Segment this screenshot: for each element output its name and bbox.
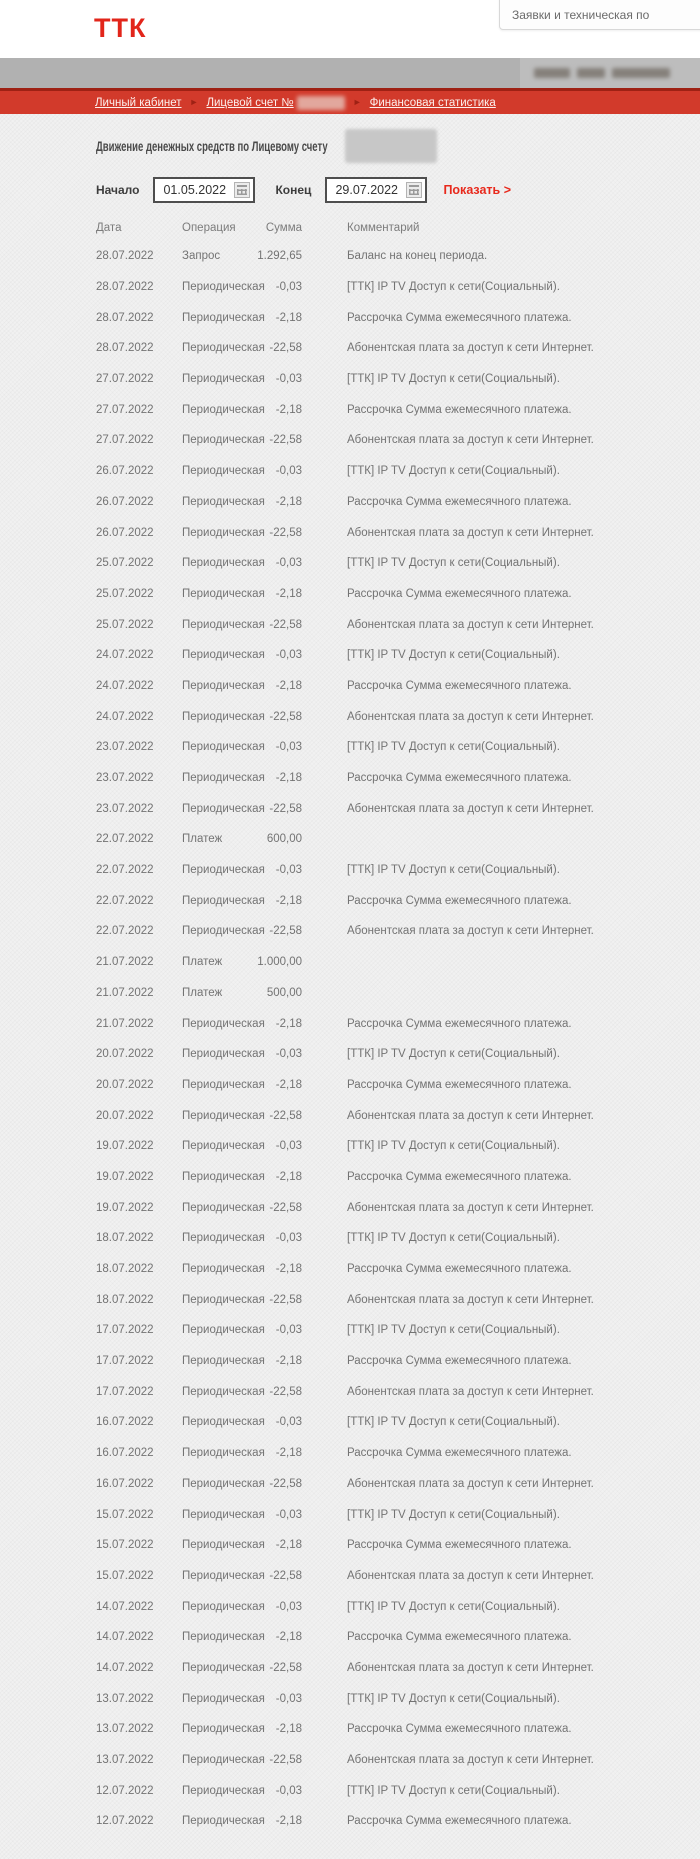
table-row [96, 1192, 662, 1223]
cell-amount: -22,58 [269, 342, 302, 355]
cell-date: 17.07.2022 [96, 1324, 154, 1337]
cell-comment: Рассрочка Сумма ежемесячного платежа. [347, 679, 572, 692]
table-row [96, 425, 662, 456]
cell-amount: -2,18 [275, 894, 302, 907]
cell-comment: [ТТК] IP TV Доступ к сети(Социальный). [347, 741, 560, 754]
cell-comment: Абонентская плата за доступ к сети Интернет. [347, 1385, 594, 1398]
user-bar [0, 58, 700, 88]
cell-operation: Периодическая [182, 465, 265, 478]
breadcrumb-link-cabinet[interactable]: Личный кабинет [95, 96, 182, 109]
date-filter [96, 177, 662, 203]
cell-amount: -0,03 [275, 465, 302, 478]
cell-operation: Периодическая [182, 1508, 265, 1521]
table-row [96, 1530, 662, 1561]
cell-amount: -0,03 [275, 1692, 302, 1705]
table-row [96, 1683, 662, 1714]
cell-date: 13.07.2022 [96, 1723, 154, 1736]
table-row [96, 456, 662, 487]
cell-amount: -2,18 [275, 1631, 302, 1644]
cell-operation: Периодическая [182, 526, 265, 539]
table-row [96, 1223, 662, 1254]
cell-comment: Рассрочка Сумма ежемесячного платежа. [347, 403, 572, 416]
cell-comment: [ТТК] IP TV Доступ к сети(Социальный). [347, 1692, 560, 1705]
cell-operation: Периодическая [182, 1815, 265, 1828]
table-row [96, 517, 662, 548]
start-date-field [153, 177, 255, 203]
table-row [96, 1499, 662, 1530]
cell-date: 22.07.2022 [96, 833, 154, 846]
table-row [96, 1591, 662, 1622]
cell-comment: [ТТК] IP TV Доступ к сети(Социальный). [347, 1416, 560, 1429]
cell-operation: Периодическая [182, 864, 265, 877]
cell-operation: Периодическая [182, 1385, 265, 1398]
start-date-input[interactable] [155, 179, 227, 201]
cell-date: 28.07.2022 [96, 311, 154, 324]
cell-comment: Рассрочка Сумма ежемесячного платежа. [347, 1815, 572, 1828]
cell-amount: -22,58 [269, 434, 302, 447]
cell-operation: Периодическая [182, 1263, 265, 1276]
cell-operation: Периодическая [182, 1784, 265, 1797]
column-header-operation: Операция [182, 222, 236, 234]
cell-operation: Периодическая [182, 587, 265, 600]
table-row [96, 1469, 662, 1500]
cell-comment: [ТТК] IP TV Доступ к сети(Социальный). [347, 1140, 560, 1153]
cell-date: 26.07.2022 [96, 495, 154, 508]
table-row [96, 579, 662, 610]
cell-amount: -2,18 [275, 587, 302, 600]
cell-date: 19.07.2022 [96, 1170, 154, 1183]
cell-date: 18.07.2022 [96, 1293, 154, 1306]
column-header-date: Дата [96, 222, 122, 234]
cell-operation: Платеж [182, 956, 223, 969]
cell-amount: -0,03 [275, 557, 302, 570]
cell-operation: Периодическая [182, 710, 265, 723]
cell-amount: -22,58 [269, 1569, 302, 1582]
cell-date: 23.07.2022 [96, 772, 154, 785]
cell-operation: Платеж [182, 986, 223, 999]
cell-operation: Периодическая [182, 434, 265, 447]
cell-operation: Периодическая [182, 311, 265, 324]
table-row [96, 1131, 662, 1162]
cell-date: 27.07.2022 [96, 373, 154, 386]
cell-amount: -2,18 [275, 1815, 302, 1828]
cell-amount: -2,18 [275, 1017, 302, 1030]
cell-comment: [ТТК] IP TV Доступ к сети(Социальный). [347, 1600, 560, 1613]
ttk-logo: ТТК [94, 13, 147, 43]
cell-operation: Периодическая [182, 1201, 265, 1214]
cell-amount: -2,18 [275, 495, 302, 508]
main-content [0, 114, 700, 1859]
cell-comment: Абонентская плата за доступ к сети Интернет. [347, 1754, 594, 1767]
table-row [96, 824, 662, 855]
table-row [96, 640, 662, 671]
table-row [96, 1376, 662, 1407]
cell-date: 14.07.2022 [96, 1661, 154, 1674]
cell-comment: Абонентская плата за доступ к сети Интернет. [347, 434, 594, 447]
cell-amount: -22,58 [269, 618, 302, 631]
table-row [96, 1070, 662, 1101]
cell-date: 14.07.2022 [96, 1631, 154, 1644]
cell-date: 16.07.2022 [96, 1477, 154, 1490]
user-panel[interactable] [520, 58, 700, 88]
cell-comment: Баланс на конец периода. [347, 250, 488, 263]
cell-amount: -0,03 [275, 1508, 302, 1521]
cell-comment: Абонентская плата за доступ к сети Интернет. [347, 1477, 594, 1490]
cell-operation: Периодическая [182, 1723, 265, 1736]
cell-comment: [ТТК] IP TV Доступ к сети(Социальный). [347, 1508, 560, 1521]
cell-date: 19.07.2022 [96, 1201, 154, 1214]
chevron-right-icon: ► [189, 97, 199, 107]
cell-amount: -22,58 [269, 1293, 302, 1306]
cell-comment: Абонентская плата за доступ к сети Интернет. [347, 1569, 594, 1582]
cell-amount: -2,18 [275, 403, 302, 416]
cell-amount: 1.000,00 [257, 956, 302, 969]
cell-date: 26.07.2022 [96, 465, 154, 478]
cell-operation: Периодическая [182, 1293, 265, 1306]
cell-date: 18.07.2022 [96, 1263, 154, 1276]
cell-comment: Рассрочка Сумма ежемесячного платежа. [347, 1631, 572, 1644]
table-row [96, 241, 662, 272]
cell-amount: -2,18 [275, 679, 302, 692]
cell-operation: Периодическая [182, 772, 265, 785]
cell-amount: -0,03 [275, 281, 302, 294]
cell-date: 22.07.2022 [96, 925, 154, 938]
support-requests-button[interactable] [499, 0, 700, 30]
cell-date: 24.07.2022 [96, 710, 154, 723]
cell-date: 16.07.2022 [96, 1447, 154, 1460]
table-row [96, 302, 662, 333]
redacted-account-number [297, 96, 345, 110]
cell-amount: -22,58 [269, 710, 302, 723]
cell-amount: -22,58 [269, 802, 302, 815]
cell-operation: Платеж [182, 833, 223, 846]
table-row [96, 272, 662, 303]
cell-comment: Рассрочка Сумма ежемесячного платежа. [347, 311, 572, 324]
cell-comment: [ТТК] IP TV Доступ к сети(Социальный). [347, 373, 560, 386]
cell-date: 14.07.2022 [96, 1600, 154, 1613]
table-row [96, 1346, 662, 1377]
cell-date: 19.07.2022 [96, 1140, 154, 1153]
cell-operation: Периодическая [182, 894, 265, 907]
cell-date: 12.07.2022 [96, 1784, 154, 1797]
cell-operation: Периодическая [182, 403, 265, 416]
cell-amount: -0,03 [275, 1324, 302, 1337]
cell-date: 21.07.2022 [96, 986, 154, 999]
breadcrumb-current-financial-stats: Финансовая статистика [369, 96, 496, 109]
table-row [96, 1745, 662, 1776]
support-requests-label: Заявки и техническая по [512, 8, 650, 22]
table-row [96, 1561, 662, 1592]
cell-date: 20.07.2022 [96, 1048, 154, 1061]
cell-amount: -2,18 [275, 1078, 302, 1091]
cell-comment: Абонентская плата за доступ к сети Интернет. [347, 802, 594, 815]
table-row [96, 609, 662, 640]
cell-comment: Рассрочка Сумма ежемесячного платежа. [347, 587, 572, 600]
table-row [96, 1162, 662, 1193]
top-header [0, 0, 700, 58]
cell-amount: 600,00 [266, 833, 302, 846]
cell-operation: Периодическая [182, 557, 265, 570]
end-date-input[interactable] [327, 179, 399, 201]
cell-operation: Периодическая [182, 1754, 265, 1767]
table-row [96, 1714, 662, 1745]
cell-operation: Периодическая [182, 342, 265, 355]
cell-comment: Абонентская плата за доступ к сети Интернет. [347, 618, 594, 631]
cell-date: 28.07.2022 [96, 342, 154, 355]
cell-operation: Периодическая [182, 618, 265, 631]
cell-comment: [ТТК] IP TV Доступ к сети(Социальный). [347, 281, 560, 294]
cell-date: 25.07.2022 [96, 587, 154, 600]
table-row [96, 1806, 662, 1837]
table-row [96, 1254, 662, 1285]
cell-date: 27.07.2022 [96, 434, 154, 447]
cell-comment: Абонентская плата за доступ к сети Интернет. [347, 342, 594, 355]
end-date-label: Конец [275, 183, 312, 197]
page-title [96, 114, 662, 163]
cell-date: 28.07.2022 [96, 281, 154, 294]
cell-date: 15.07.2022 [96, 1508, 154, 1521]
cell-date: 21.07.2022 [96, 1017, 154, 1030]
cell-operation: Периодическая [182, 1416, 265, 1429]
cell-amount: -0,03 [275, 741, 302, 754]
cell-operation: Периодическая [182, 1324, 265, 1337]
table-row [96, 1438, 662, 1469]
cell-amount: -0,03 [275, 1416, 302, 1429]
cell-comment: Абонентская плата за доступ к сети Интернет. [347, 1661, 594, 1674]
calendar-icon[interactable] [406, 182, 422, 198]
redacted-user-info [534, 68, 570, 78]
table-row [96, 793, 662, 824]
table-row [96, 1622, 662, 1653]
table-row [96, 1284, 662, 1315]
table-row [96, 885, 662, 916]
cell-operation: Периодическая [182, 1631, 265, 1644]
cell-comment: [ТТК] IP TV Доступ к сети(Социальный). [347, 465, 560, 478]
column-header-amount: Сумма [265, 222, 302, 234]
cell-operation: Периодическая [182, 373, 265, 386]
cell-amount: -2,18 [275, 1447, 302, 1460]
table-row [96, 1039, 662, 1070]
cell-comment: [ТТК] IP TV Доступ к сети(Социальный). [347, 1784, 560, 1797]
cell-date: 24.07.2022 [96, 649, 154, 662]
cell-operation: Периодическая [182, 925, 265, 938]
cell-comment: Рассрочка Сумма ежемесячного платежа. [347, 1017, 572, 1030]
cell-date: 12.07.2022 [96, 1815, 154, 1828]
cell-comment: Абонентская плата за доступ к сети Интернет. [347, 710, 594, 723]
redacted-user-info [577, 68, 605, 78]
cell-comment: Рассрочка Сумма ежемесячного платежа. [347, 1723, 572, 1736]
chevron-right-icon: ► [352, 97, 362, 107]
cell-comment: [ТТК] IP TV Доступ к сети(Социальный). [347, 1232, 560, 1245]
cell-operation: Периодическая [182, 1692, 265, 1705]
cell-amount: -22,58 [269, 1754, 302, 1767]
cell-operation: Периодическая [182, 1355, 265, 1368]
cell-date: 22.07.2022 [96, 864, 154, 877]
column-header-comment: Комментарий [347, 222, 420, 234]
show-button[interactable]: Показать > [443, 183, 511, 197]
end-date-field [325, 177, 427, 203]
cell-amount: -22,58 [269, 1661, 302, 1674]
table-row [96, 333, 662, 364]
cell-operation: Периодическая [182, 1170, 265, 1183]
cell-comment: [ТТК] IP TV Доступ к сети(Социальный). [347, 557, 560, 570]
cell-date: 15.07.2022 [96, 1539, 154, 1552]
cell-amount: -2,18 [275, 1539, 302, 1552]
cell-operation: Периодическая [182, 802, 265, 815]
cell-operation: Периодическая [182, 1078, 265, 1091]
cell-amount: -22,58 [269, 1201, 302, 1214]
redacted-account-number [345, 129, 437, 163]
table-row [96, 394, 662, 425]
start-date-label: Начало [96, 183, 140, 197]
cell-date: 13.07.2022 [96, 1692, 154, 1705]
cell-amount: -22,58 [269, 925, 302, 938]
cell-operation: Периодическая [182, 495, 265, 508]
cell-comment: Абонентская плата за доступ к сети Интернет. [347, 526, 594, 539]
cell-amount: -2,18 [275, 311, 302, 324]
transactions-table [96, 215, 662, 1837]
cell-date: 28.07.2022 [96, 250, 154, 263]
cell-amount: -0,03 [275, 649, 302, 662]
breadcrumb [0, 88, 700, 114]
cell-comment: [ТТК] IP TV Доступ к сети(Социальный). [347, 649, 560, 662]
table-row [96, 732, 662, 763]
cell-date: 24.07.2022 [96, 679, 154, 692]
cell-comment: Рассрочка Сумма ежемесячного платежа. [347, 1539, 572, 1552]
cell-operation: Периодическая [182, 649, 265, 662]
cell-operation: Периодическая [182, 1140, 265, 1153]
cell-amount: -0,03 [275, 373, 302, 386]
table-row [96, 364, 662, 395]
calendar-icon[interactable] [234, 182, 250, 198]
cell-date: 18.07.2022 [96, 1232, 154, 1245]
cell-comment: Рассрочка Сумма ежемесячного платежа. [347, 772, 572, 785]
table-row [96, 916, 662, 947]
cell-amount: -22,58 [269, 526, 302, 539]
cell-date: 25.07.2022 [96, 618, 154, 631]
cell-date: 20.07.2022 [96, 1078, 154, 1091]
cell-operation: Периодическая [182, 1048, 265, 1061]
cell-amount: -0,03 [275, 1784, 302, 1797]
cell-operation: Периодическая [182, 1569, 265, 1582]
table-row [96, 947, 662, 978]
cell-date: 17.07.2022 [96, 1385, 154, 1398]
cell-amount: -22,58 [269, 1385, 302, 1398]
table-row [96, 1315, 662, 1346]
table-row [96, 978, 662, 1009]
cell-comment: Рассрочка Сумма ежемесячного платежа. [347, 1447, 572, 1460]
cell-operation: Периодическая [182, 281, 265, 294]
cell-date: 20.07.2022 [96, 1109, 154, 1122]
cell-date: 26.07.2022 [96, 526, 154, 539]
cell-amount: -22,58 [269, 1109, 302, 1122]
table-row [96, 855, 662, 886]
cell-operation: Периодическая [182, 1477, 265, 1490]
cell-comment: Рассрочка Сумма ежемесячного платежа. [347, 1078, 572, 1091]
cell-operation: Периодическая [182, 1109, 265, 1122]
cell-comment: Рассрочка Сумма ежемесячного платежа. [347, 1355, 572, 1368]
table-row [96, 1653, 662, 1684]
cell-date: 16.07.2022 [96, 1416, 154, 1429]
cell-amount: -2,18 [275, 1723, 302, 1736]
cell-comment: Рассрочка Сумма ежемесячного платежа. [347, 1170, 572, 1183]
cell-date: 17.07.2022 [96, 1355, 154, 1368]
cell-date: 21.07.2022 [96, 956, 154, 969]
cell-date: 22.07.2022 [96, 894, 154, 907]
cell-operation: Периодическая [182, 1447, 265, 1460]
cell-date: 23.07.2022 [96, 802, 154, 815]
cell-amount: 1.292,65 [257, 250, 302, 263]
table-body [96, 241, 662, 1837]
cell-amount: -0,03 [275, 1600, 302, 1613]
cell-amount: -2,18 [275, 1263, 302, 1276]
cell-amount: -0,03 [275, 1140, 302, 1153]
cell-comment: [ТТК] IP TV Доступ к сети(Социальный). [347, 864, 560, 877]
cell-amount: -2,18 [275, 772, 302, 785]
cell-operation: Периодическая [182, 679, 265, 692]
cell-comment: [ТТК] IP TV Доступ к сети(Социальный). [347, 1048, 560, 1061]
table-row [96, 1407, 662, 1438]
table-row [96, 1775, 662, 1806]
cell-amount: -0,03 [275, 1232, 302, 1245]
cell-amount: 500,00 [266, 986, 302, 999]
cell-amount: -2,18 [275, 1170, 302, 1183]
cell-date: 27.07.2022 [96, 403, 154, 416]
cell-operation: Периодическая [182, 1600, 265, 1613]
cell-amount: -22,58 [269, 1477, 302, 1490]
cell-comment: Абонентская плата за доступ к сети Интернет. [347, 1109, 594, 1122]
cell-comment: Абонентская плата за доступ к сети Интернет. [347, 925, 594, 938]
table-row [96, 548, 662, 579]
cell-comment: Рассрочка Сумма ежемесячного платежа. [347, 1263, 572, 1276]
cell-comment: Абонентская плата за доступ к сети Интернет. [347, 1201, 594, 1214]
redacted-user-info [612, 68, 670, 78]
table-row [96, 763, 662, 794]
cell-comment: Абонентская плата за доступ к сети Интернет. [347, 1293, 594, 1306]
cell-comment: [ТТК] IP TV Доступ к сети(Социальный). [347, 1324, 560, 1337]
cell-date: 25.07.2022 [96, 557, 154, 570]
table-row [96, 671, 662, 702]
cell-comment: Рассрочка Сумма ежемесячного платежа. [347, 495, 572, 508]
cell-operation: Периодическая [182, 1232, 265, 1245]
cell-operation: Периодическая [182, 741, 265, 754]
cell-amount: -2,18 [275, 1355, 302, 1368]
cell-amount: -0,03 [275, 864, 302, 877]
breadcrumb-link-account[interactable]: Лицевой счет № [206, 96, 294, 109]
cell-operation: Периодическая [182, 1661, 265, 1674]
cell-date: 13.07.2022 [96, 1754, 154, 1767]
table-row [96, 701, 662, 732]
cell-comment: Рассрочка Сумма ежемесячного платежа. [347, 894, 572, 907]
cell-operation: Запрос [182, 250, 221, 263]
page-title-text: Движение денежных средств по Лицевому счету [96, 138, 328, 154]
cell-date: 15.07.2022 [96, 1569, 154, 1582]
table-row [96, 1100, 662, 1131]
table-row [96, 1008, 662, 1039]
table-header-row [96, 215, 662, 241]
cell-amount: -0,03 [275, 1048, 302, 1061]
cell-operation: Периодическая [182, 1017, 265, 1030]
cell-date: 23.07.2022 [96, 741, 154, 754]
table-row [96, 487, 662, 518]
cell-operation: Периодическая [182, 1539, 265, 1552]
